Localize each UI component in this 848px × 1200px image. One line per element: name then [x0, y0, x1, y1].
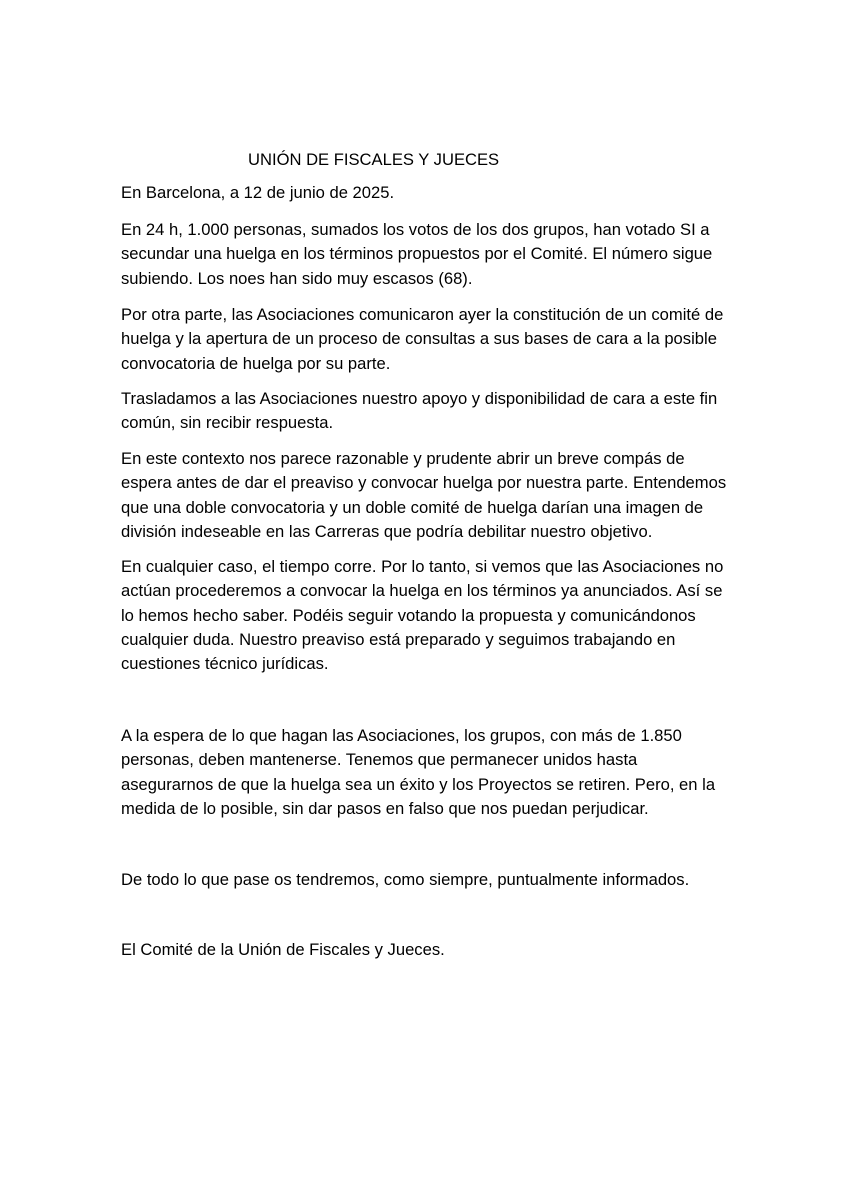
text-line: En este contexto nos parece razonable y prudente abrir un breve compás de — [121, 449, 685, 468]
text-line: huelga y la apertura de un proceso de consultas a sus bases de cara a la posible — [121, 329, 717, 349]
text-line: convocatoria de huelga por su parte. — [121, 353, 391, 373]
text-line: asegurarnos de que la huelga sea un éxito y los Proyectos se retiren. Pero, en la — [121, 774, 716, 794]
document-title: UNIÓN DE FISCALES Y JUECES — [248, 150, 500, 169]
text-line: Por otra parte, las Asociaciones comunicaron ayer la constitución de un comité de — [121, 305, 724, 324]
text-line: cualquier duda. Nuestro preaviso está preparado y seguimos trabajando en — [121, 629, 676, 649]
paragraph-vote-results — [121, 218, 729, 291]
text-line: personas, deben mantenerse. Tenemos que permanecer unidos hasta — [121, 750, 638, 770]
text-line: secundar una huelga en los términos propuestos por el Comité. El número sigue — [121, 244, 713, 264]
text-line: común, sin recibir respuesta. — [121, 413, 334, 433]
text-line: De todo lo que pase os tendremos, como siempre, puntualmente informados. — [121, 870, 690, 889]
text-line: lo hemos hecho saber. Podéis seguir votando la propuesta y comunicándonos — [121, 605, 696, 625]
paragraph-associations — [121, 303, 729, 376]
paragraph-time — [121, 555, 729, 676]
text-line: Trasladamos a las Asociaciones nuestro apoyo y disponibilidad de cara a este fin — [121, 389, 718, 408]
signature-line: El Comité de la Unión de Fiscales y Jueces. — [121, 940, 445, 959]
paragraph-informed — [121, 868, 729, 892]
text-line: A la espera de lo que hagan las Asociaciones, los grupos, con más de 1.850 — [121, 726, 682, 745]
text-line: actúan procederemos a convocar la huelga en los términos ya anunciados. Así se — [121, 581, 723, 601]
signature — [121, 938, 729, 962]
text-line: En 24 h, 1.000 personas, sumados los votos de los dos grupos, han votado SI a — [121, 220, 710, 239]
text-line: espera antes de dar el preaviso y convocar huelga por nuestra parte. Entendemos — [121, 473, 727, 493]
text-line: En cualquier caso, el tiempo corre. Por lo tanto, si vemos que las Asociaciones no — [121, 557, 724, 576]
text-line: medida de lo posible, sin dar pasos en falso que nos puedan perjudicar. — [121, 798, 649, 818]
date-line: En Barcelona, a 12 de junio de 2025. — [121, 183, 395, 202]
text-line: cuestiones técnico jurídicas. — [121, 654, 329, 674]
text-line: división indeseable en las Carreras que podría debilitar nuestro objetivo. — [121, 521, 653, 541]
paragraph-support — [121, 387, 729, 436]
paragraph-context — [121, 447, 729, 544]
text-line: que una doble convocatoria y un doble comité de huelga darían una imagen de — [121, 497, 704, 517]
text-line: subiendo. Los noes han sido muy escasos (68). — [121, 268, 473, 288]
paragraph-groups — [121, 724, 729, 821]
